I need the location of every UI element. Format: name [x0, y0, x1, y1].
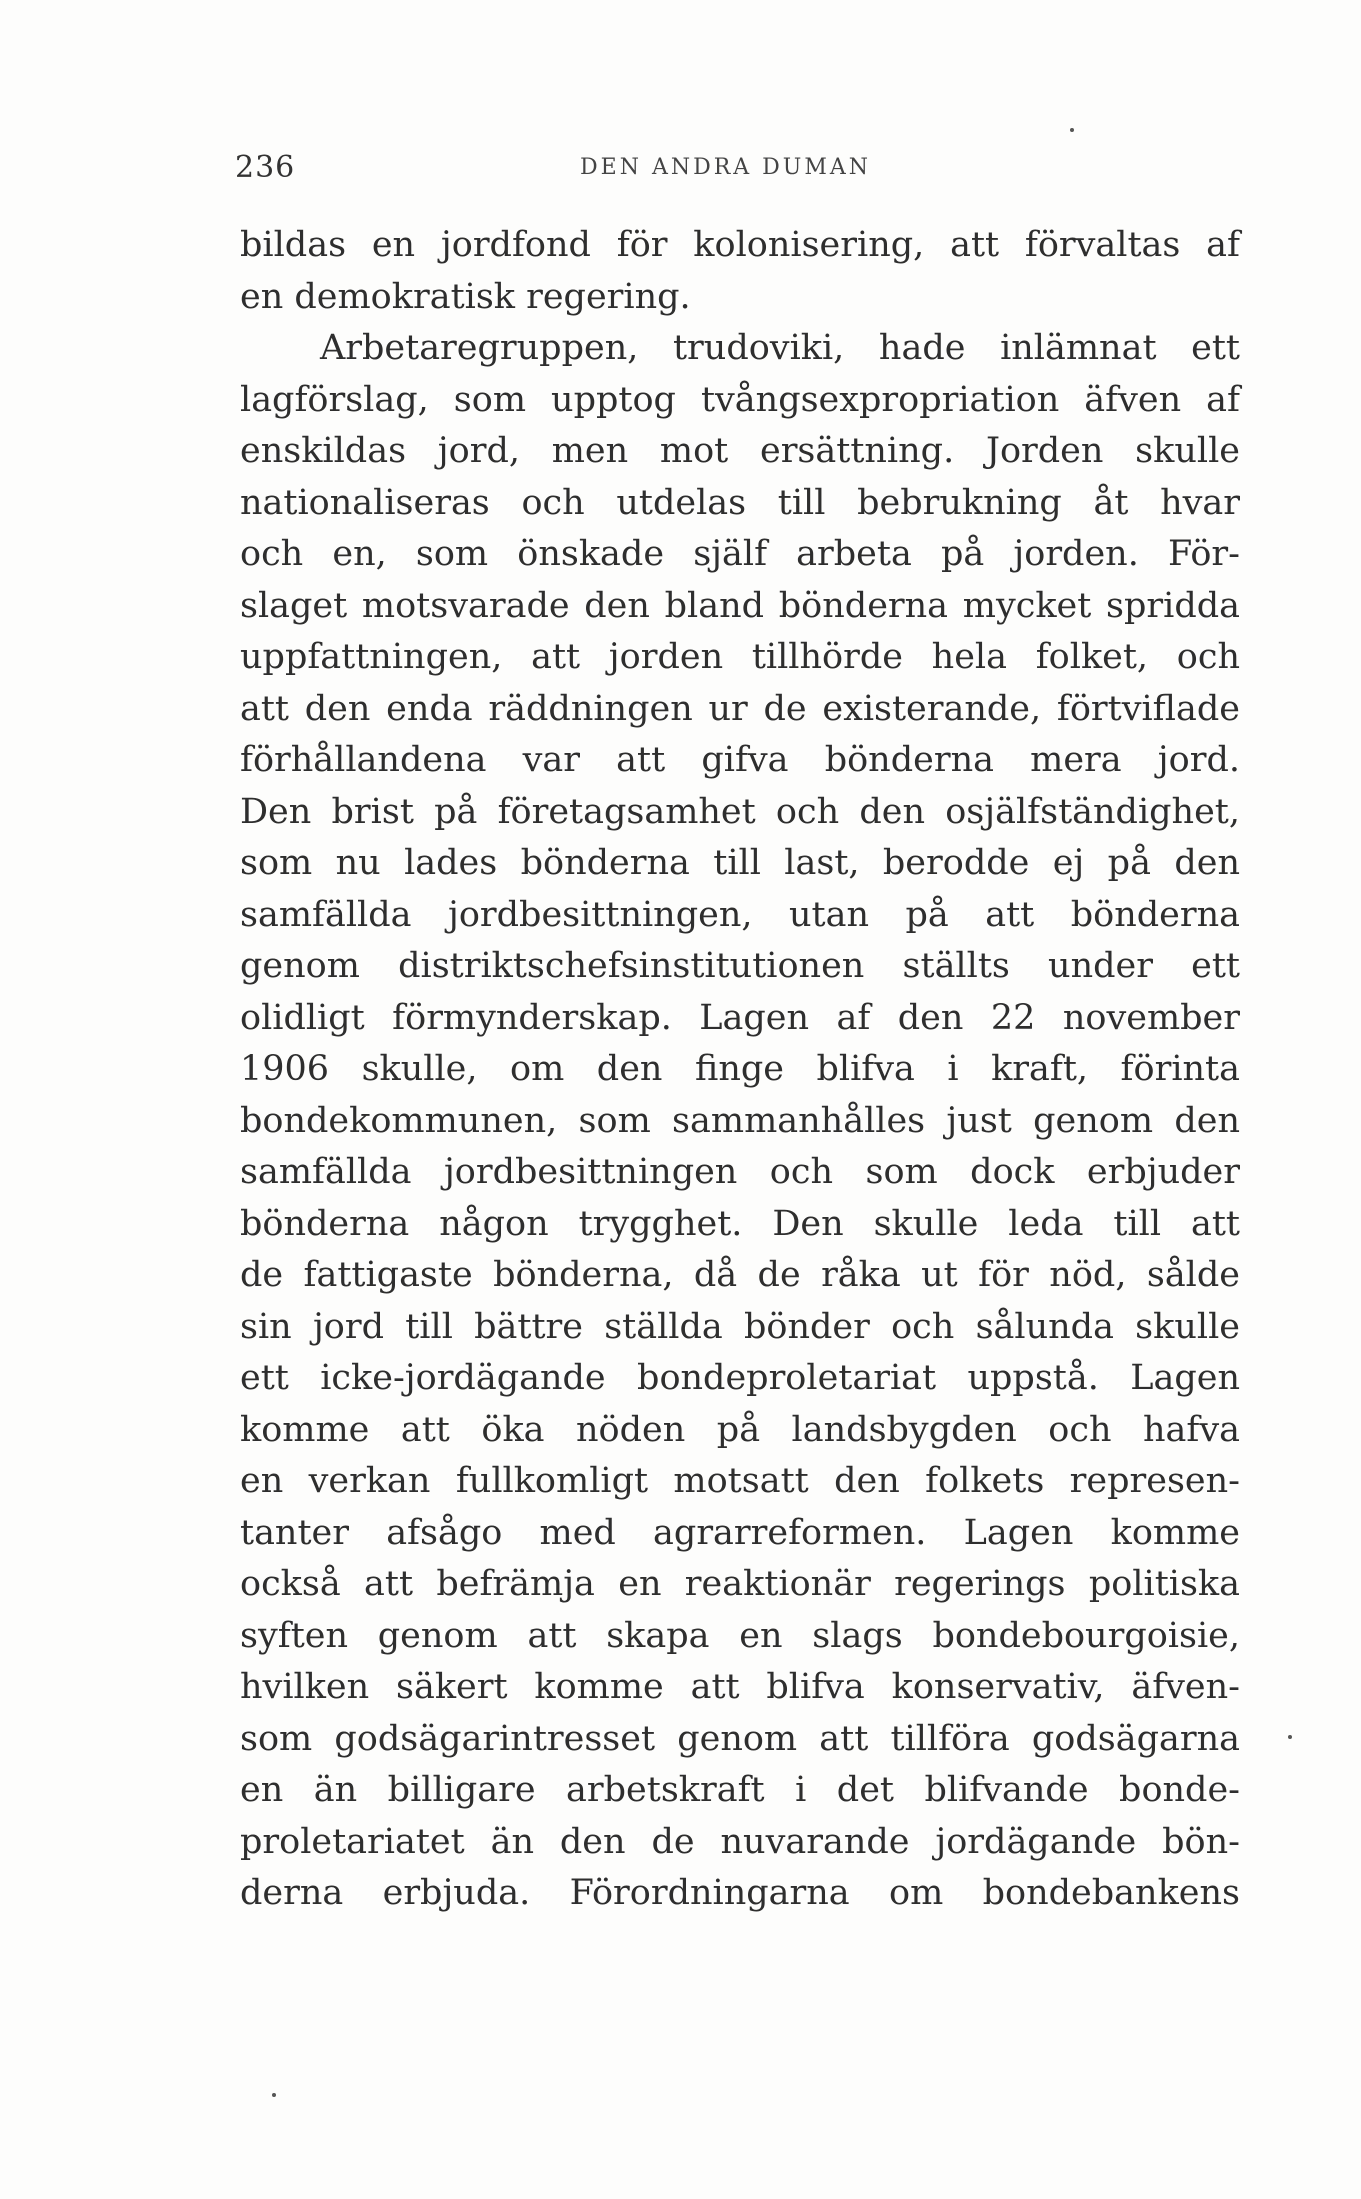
text-line: bondekommunen, som sammanhålles just genom den: [240, 1100, 1240, 1141]
text-line: bönderna någon trygghet. Den skulle leda till att: [240, 1203, 1240, 1244]
text-line: en än billigare arbetskraft i det blifvande bonde-: [240, 1770, 1240, 1810]
ink-speck: [1070, 128, 1074, 132]
text-line: som nu lades bönderna till last, berodde ej på den: [240, 843, 1240, 883]
text-line: ett icke-jordägande bondeproletariat uppstå. Lagen: [240, 1358, 1240, 1398]
text-line: syften genom att skapa en slags bondebourgoisie,: [240, 1615, 1240, 1656]
text-line: genom distriktschefsinstitutionen ställts under ett: [240, 946, 1240, 986]
text-line: samfällda jordbesittningen och som dock erbjuder: [240, 1152, 1240, 1192]
text-line: komme att öka nöden på landsbygden och hafva: [240, 1409, 1240, 1450]
text-line: Arbetaregruppen, trudoviki, hade inlämnat ett: [320, 328, 1240, 368]
text-line: Den brist på företagsamhet och den osjälfständighet,: [240, 791, 1240, 832]
text-line: att den enda räddningen ur de existerande, förtviflade: [240, 688, 1240, 729]
ink-speck: [1288, 1735, 1292, 1739]
text-line: de fattigaste bönderna, då de råka ut för nöd, sålde: [240, 1255, 1240, 1295]
running-head: DEN ANDRA DUMAN: [580, 155, 872, 180]
text-line: tanter afsågo med agrarreformen. Lagen komme: [240, 1512, 1240, 1553]
text-line: också att befrämja en reaktionär regerings politiska: [240, 1564, 1240, 1604]
text-line: och en, som önskade själf arbeta på jorden. För-: [240, 534, 1240, 574]
text-line: derna erbjuda. Förordningarna om bondebankens: [240, 1873, 1240, 1913]
body-text: [240, 220, 1240, 1920]
text-line: sin jord till bättre ställda bönder och sålunda skulle: [240, 1306, 1240, 1347]
ink-speck: [272, 2093, 276, 2097]
text-line: olidligt förmynderskap. Lagen af den 22 november: [240, 997, 1240, 1038]
text-line: en verkan fullkomligt motsatt den folkets represen-: [240, 1461, 1240, 1501]
text-line: proletariatet än den de nuvarande jordägande bön-: [240, 1821, 1240, 1862]
text-line: en demokratisk regering.: [240, 276, 691, 317]
text-line: bildas en jordfond för kolonisering, att förvaltas af: [240, 225, 1240, 265]
page-number: 236: [235, 150, 296, 185]
text-line: som godsägarintresset genom att tillföra godsägarna: [240, 1718, 1240, 1759]
text-line: enskildas jord, men mot ersättning. Jorden skulle: [240, 431, 1240, 471]
text-line: förhållandena var att gifva bönderna mera jord.: [240, 740, 1240, 780]
text-line: slaget motsvarade den bland bönderna mycket spridda: [240, 585, 1240, 626]
text-line: nationaliseras och utdelas till bebrukning åt hvar: [240, 482, 1240, 523]
text-line: 1906 skulle, om den finge blifva i kraft, förinta: [240, 1049, 1240, 1089]
text-line: samfällda jordbesittningen, utan på att bönderna: [240, 894, 1240, 935]
text-line: lagförslag, som upptog tvångsexpropriation äfven af: [240, 379, 1240, 420]
text-line: uppfattningen, att jorden tillhörde hela folket, och: [240, 637, 1240, 677]
text-line: hvilken säkert komme att blifva konservativ, äfven-: [240, 1667, 1240, 1707]
